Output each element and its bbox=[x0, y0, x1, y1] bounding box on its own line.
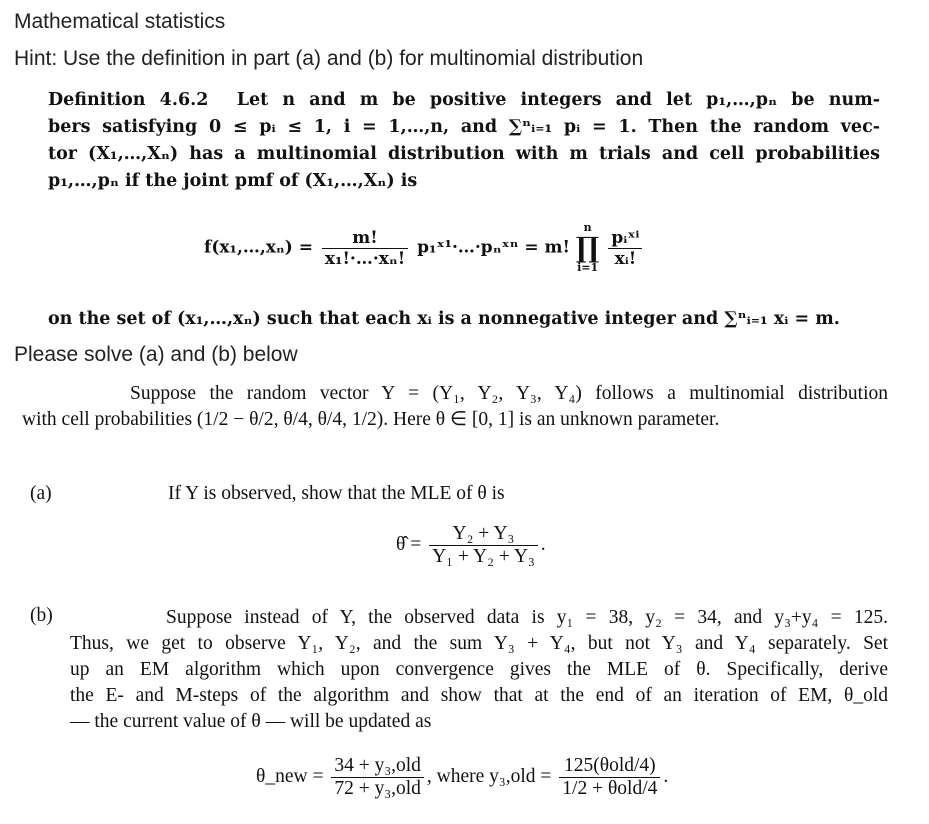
multinomial-pmf-formula: f(x₁,…,xₙ) = $\frac{m!}{\text{x₁!·…·xₙ!}}$ p₁ˣ¹·…·pₙˣⁿ = m! n ∏ i=1 $\frac{\text{pᵢˣⁱ}}{\text{xᵢ!}}$ bbox=[204, 222, 645, 274]
part-a-label: (a) bbox=[30, 483, 52, 504]
mle-formula: θ̂ = $\frac{\text{Y₂ + Y₃}}{\text{Y₁ + Y₂ + Y₃}}$ . bbox=[396, 523, 546, 567]
pmf-fraction: $\frac{m!}{\text{x₁!·…·xₙ!}}$ bbox=[322, 228, 408, 269]
part-a-text: If Y is observed, show that the MLE of θ is bbox=[168, 483, 505, 504]
em-update-formula: θ_new = $\frac{\text{34 + y₃,old}}{\text{72 + y₃,old}}$ , where y₃,old = $\frac{\text{125(θold/4)}}{\text{1/2 + θold/4}}$ . bbox=[256, 755, 669, 799]
definition-label: Definition 4.6.2 bbox=[48, 90, 209, 110]
part-b-line-3: up an EM algorithm which upon convergence gives the MLE of θ. Specifically, derive bbox=[70, 659, 888, 680]
e-step-fraction: $\frac{\text{125(θold/4)}}{\text{1/2 + θold/4}}$ bbox=[559, 755, 660, 800]
part-b-line-5: — the current value of θ — will be updated as bbox=[70, 711, 432, 732]
part-b-line-1: Suppose instead of Y, the observed data is y₁ = 38, y₂ = 34, and y₃+y₄ = 125. bbox=[166, 607, 888, 628]
em-update-fraction: $\frac{\text{34 + y₃,old}}{\text{72 + y₃,old}}$ bbox=[331, 755, 424, 800]
part-b-line-4: the E- and M-steps of the algorithm and show that at the end of an iteration of EM, θ_old bbox=[70, 685, 888, 706]
product-fraction: $\frac{\text{pᵢˣⁱ}}{\text{xᵢ!}}$ bbox=[608, 228, 642, 269]
definition-line-4: p₁,…,pₙ if the joint pmf of (X₁,…,Xₙ) is bbox=[48, 171, 418, 191]
definition-line-2: bers satisfying 0 ≤ pᵢ ≤ 1, i = 1,…,n, and ∑ⁿᵢ₌₁ pᵢ = 1. Then the random vec- bbox=[48, 117, 880, 137]
page-title: Mathematical statistics bbox=[14, 10, 226, 33]
definition-block bbox=[48, 87, 880, 195]
problem-statement bbox=[22, 381, 888, 433]
definition-closing: on the set of (x₁,…,xₙ) such that each xᵢ is a nonnegative integer and ∑ⁿᵢ₌₁ xᵢ = m. bbox=[48, 309, 840, 329]
product-operator: n ∏ i=1 bbox=[575, 221, 600, 274]
problem-line-1: Suppose the random vector Y = (Y₁, Y₂, Y₃, Y₄) follows a multinomial distribution bbox=[130, 383, 888, 404]
hint-text: Hint: Use the definition in part (a) and (b) for multinomial distribution bbox=[14, 47, 644, 70]
solve-prompt: Please solve (a) and (b) below bbox=[14, 343, 298, 366]
mle-fraction: $\frac{\text{Y₂ + Y₃}}{\text{Y₁ + Y₂ + Y₃}}$ bbox=[429, 523, 538, 568]
definition-line-3: tor (X₁,…,Xₙ) has a multinomial distribution with m trials and cell probabilities bbox=[48, 144, 880, 164]
problem-line-2: with cell probabilities (1/2 − θ/2, θ/4, θ/4, 1/2). Here θ ∈ [0, 1] is an unknown parameter. bbox=[22, 409, 720, 430]
part-b-text bbox=[70, 605, 888, 735]
part-b-line-2: Thus, we get to observe Y₁, Y₂, and the sum Y₃ + Y₄, but not Y₃ and Y₄ separately. Set bbox=[70, 633, 888, 654]
part-b-label: (b) bbox=[30, 605, 53, 626]
definition-line-1: Definition 4.6.2 Let n and m be positive integers and let p₁,…,pₙ be num- bbox=[48, 90, 880, 110]
